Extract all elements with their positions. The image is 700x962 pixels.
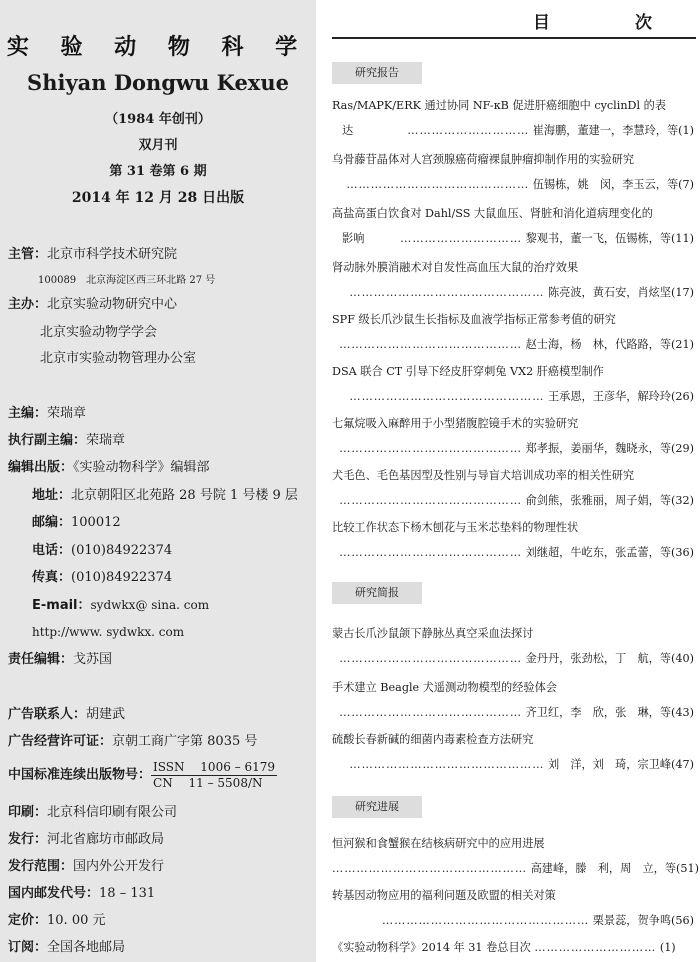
- toc-entry[interactable]: 肾动脉外膜消融术对自发性高血压大鼠的治疗效果 ………………………………………… 陈亮波，黄石安，肖炫坚(17): [332, 261, 694, 299]
- section-label-research-reports: 研究报告: [332, 62, 422, 84]
- toc-entry[interactable]: 高盐高蛋白饮食对 Dahl/SS 大鼠血压、肾脏和消化道病理变化的 影响 ………………………… 黎观书，董一飞，伍锡栋，等(11): [332, 207, 694, 245]
- journal-title: 实 验 动 物 科 学: [6, 35, 310, 60]
- toc-entry[interactable]: 犬毛色、毛色基因型及性别与导盲犬培训成功率的相关性研究 ……………………………………… 俞剑熊，张雅丽，周子娟，等(32): [332, 469, 694, 507]
- address-row: 地址：北京朝阳区北苑路 28 号院 1 号楼 9 层: [32, 488, 298, 503]
- fax-row: 传真：(010)84922374: [32, 570, 173, 585]
- distributor-row: 发行：河北省廊坊市邮政局: [8, 832, 165, 847]
- host-3: 北京市实验动物管理办公室: [40, 351, 197, 366]
- sponsor-row: 主管：北京市科学技术研究院: [8, 247, 178, 262]
- toc-entry-annual-index[interactable]: 《实验动物科学》2014 年 31 卷总目次 ………………………… (1): [332, 941, 676, 954]
- email-row: E-mail：sydwkx@ sina. com: [32, 598, 210, 613]
- toc-entry[interactable]: 蒙古长爪沙鼠颌下静脉丛真空采血法探讨 ……………………………………… 金丹丹，张劲松，丁 航，等(40): [332, 627, 694, 665]
- journal-pinyin: Shiyan Dongwu Kexue: [27, 70, 289, 95]
- range-row: 发行范围：国内外公开发行: [8, 859, 165, 874]
- toc-entry[interactable]: 七氟烷吸入麻醉用于小型猪腹腔镜手术的实验研究 ……………………………………… 郑孝振，姜丽华，魏晓永，等(29): [332, 417, 694, 455]
- sponsor-address: 100089 北京海淀区西三环北路 27 号: [38, 275, 216, 286]
- toc-entry[interactable]: SPF 级长爪沙鼠生长指标及血液学指标正常参考值的研究 ……………………………………… 赵士海，杨 林，代路路，等(21): [332, 313, 694, 351]
- toc-entry[interactable]: 恒河猴和食蟹猴在结核病研究中的应用进展 ………………………………………… 高建峰，滕 利，周 立，等(51): [332, 837, 699, 875]
- resp-editor-row: 责任编辑：戈苏国: [8, 652, 113, 667]
- ad-license-row: 广告经营许可证：京朝工商广字第 8035 号: [8, 734, 258, 749]
- host-2: 北京实验动物学学会: [40, 325, 158, 340]
- toc-entry[interactable]: 转基因动物应用的福利问题及欧盟的相关对策 …………………………………………… 栗景蕊，贺争鸣(56): [332, 889, 694, 927]
- postcode-row: 邮编：100012: [32, 515, 121, 530]
- masthead-panel: [0, 0, 316, 962]
- price-row: 定价：10. 00 元: [8, 913, 106, 928]
- printer-row: 印刷：北京科信印刷有限公司: [8, 805, 178, 820]
- toc-entry[interactable]: Ras/MAPK/ERK 通过协同 NF-κB 促进肝癌细胞中 cyclinDl 的表 达 ………………………… 崔海鹏，董建一，李慧玲，等(1): [332, 99, 694, 137]
- publisher-row: 编辑出版：《实验动物科学》编辑部: [8, 460, 210, 475]
- toc-entry[interactable]: 硫酸长春新碱的细菌内毒素检查方法研究 ………………………………………… 刘 洋，刘 琦，宗卫峰(47): [332, 733, 694, 771]
- issn-cn-box: ISSN 1006 – 6179 CN 11 – 5508/N: [153, 760, 276, 790]
- frequency: 双月刊: [138, 138, 178, 153]
- toc-panel: [316, 0, 700, 962]
- section-label-research-briefs: 研究简报: [332, 582, 422, 604]
- phone-row: 电话：(010)84922374: [32, 543, 173, 558]
- postal-code-row: 国内邮发代号：18 – 131: [8, 886, 156, 901]
- order-row: 订阅：全国各地邮局: [8, 940, 126, 955]
- ad-contact-row: 广告联系人：胡建武: [8, 707, 126, 722]
- toc-heading: 目 次: [533, 13, 686, 33]
- toc-entry[interactable]: 乌骨藤苷晶体对人宫颈腺癌荷瘤裸鼠肿瘤抑制作用的实验研究 ……………………………………… 伍锡栋，姚 闵，李玉云，等(7): [332, 153, 694, 191]
- website-link[interactable]: http://www. sydwkx. com: [32, 625, 185, 639]
- section-label-research-progress: 研究进展: [332, 796, 422, 818]
- founded-year: （1984 年创刊）: [105, 112, 211, 127]
- toc-entry[interactable]: 手术建立 Beagle 犬遥测动物模型的经验体会 ……………………………………… 齐卫红，李 欣，张 琳，等(43): [332, 681, 694, 719]
- toc-entry[interactable]: DSA 联合 CT 引导下经皮肝穿刺兔 VX2 肝癌模型制作 ………………………………………… 王承恩，王彦华，解玲玲(26): [332, 365, 694, 403]
- volume-issue: 第 31 卷第 6 期: [109, 164, 207, 179]
- exec-editor-row: 执行副主编：荣瑞章: [8, 433, 126, 448]
- serial-row: 中国标准连续出版物号： ISSN 1006 – 6179 CN 11 – 5508/N: [8, 760, 276, 790]
- toc-divider: [332, 37, 696, 39]
- editor-row: 主编：荣瑞章: [8, 406, 87, 421]
- publish-date: 2014 年 12 月 28 日出版: [71, 190, 245, 206]
- host-row: 主办：北京实验动物研究中心: [8, 297, 178, 312]
- toc-entry[interactable]: 比较工作状态下杨木刨花与玉米芯垫料的物理性状 ……………………………………… 刘继超，牛屹东，张孟蕾，等(36): [332, 521, 694, 559]
